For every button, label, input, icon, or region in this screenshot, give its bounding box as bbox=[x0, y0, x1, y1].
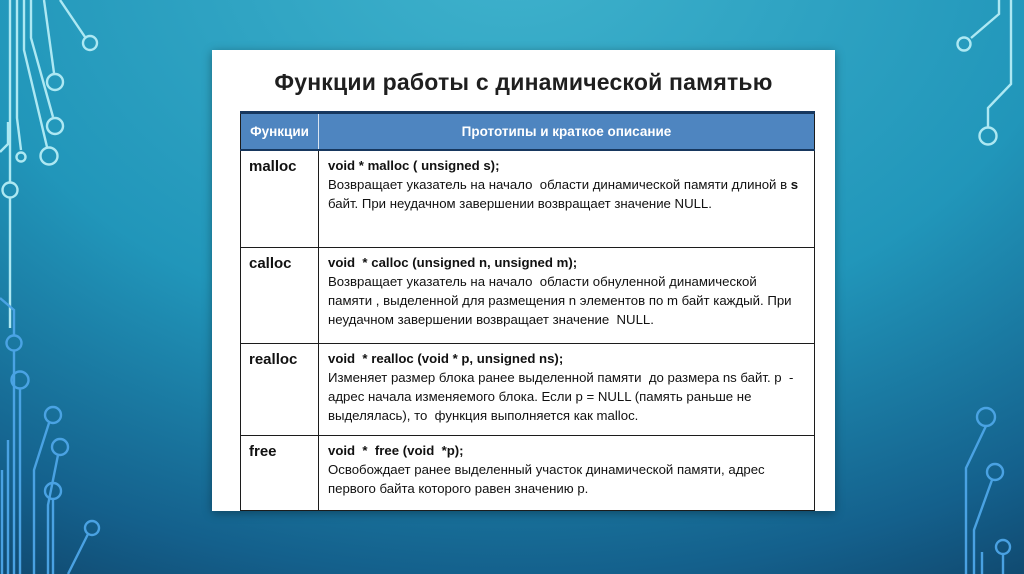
table-row bbox=[241, 436, 815, 511]
table-row bbox=[241, 150, 815, 248]
circuit-traces-bottom-left-icon bbox=[0, 298, 99, 574]
description-text: Изменяет размер блока ранее выделенной памяти до размера ns байт. p - адрес начала изменяемого блока. Если p = NULL (память раньше не выделялась), то функция выполняется как malloc. bbox=[328, 370, 798, 423]
prototype-text: void * calloc (unsigned n, unsigned m); bbox=[328, 255, 578, 270]
function-name-cell: malloc bbox=[241, 150, 319, 248]
table-body bbox=[241, 150, 815, 511]
function-name-cell: calloc bbox=[241, 248, 319, 344]
function-description-cell bbox=[319, 344, 815, 436]
circuit-traces-top-right-icon bbox=[958, 0, 1012, 145]
prototype-text: void * malloc ( unsigned s); bbox=[328, 158, 500, 173]
description-text: Освобождает ранее выделенный участок динамической памяти, адрес первого байта которого равен значению p. bbox=[328, 462, 769, 496]
function-description-cell bbox=[319, 150, 815, 248]
description-text: Возвращает указатель на начало области обнуленной динамической памяти , выделенной для размещения n элементов по m байт каждый. При неудачном завершении возвращает значение NULL. bbox=[328, 274, 796, 327]
prototype-text: void * free (void *p); bbox=[328, 443, 464, 458]
table-row bbox=[241, 248, 815, 344]
circuit-traces-bottom-right-icon bbox=[966, 408, 1010, 574]
table-header-row bbox=[241, 113, 815, 151]
function-name-cell: realloc bbox=[241, 344, 319, 436]
slide-title: Функции работы с динамической памятью bbox=[274, 69, 773, 95]
slide-card bbox=[212, 50, 835, 511]
description-text: Возвращает указатель на начало области динамической памяти длиной в s байт. При неудачном завершении возвращает значение NULL. bbox=[328, 177, 802, 211]
column-header-functions: Функции bbox=[241, 113, 319, 151]
circuit-traces-top-left-icon bbox=[0, 0, 97, 328]
function-description-cell bbox=[319, 436, 815, 511]
prototype-text: void * realloc (void * p, unsigned ns); bbox=[328, 351, 564, 366]
functions-table bbox=[240, 111, 815, 511]
column-header-prototypes: Прототипы и краткое описание bbox=[319, 113, 815, 151]
function-description-cell bbox=[319, 248, 815, 344]
function-name-cell: free bbox=[241, 436, 319, 511]
table-row bbox=[241, 344, 815, 436]
